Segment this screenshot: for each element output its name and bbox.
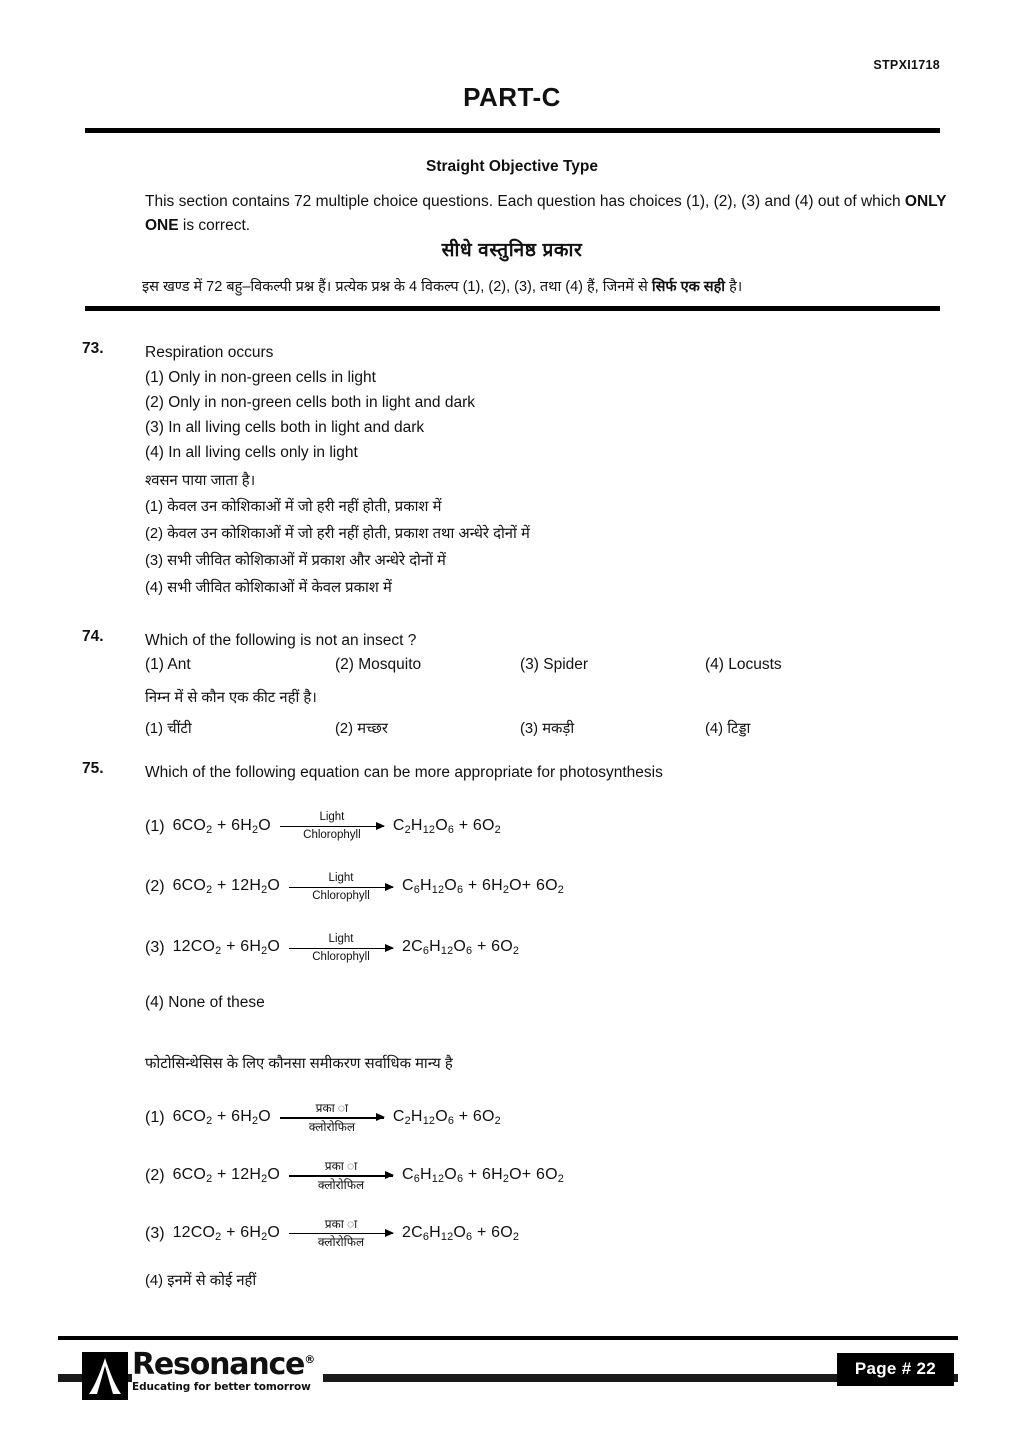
question-75-body bbox=[145, 760, 945, 1295]
equation-en-1-below: Chlorophyll bbox=[303, 829, 361, 842]
section-rule-top bbox=[85, 128, 940, 133]
equation-hi-3-above: प्रका ा bbox=[324, 1216, 358, 1231]
question-75-equation-hi-1[interactable] bbox=[145, 1102, 945, 1134]
arrow-shaft bbox=[280, 1117, 384, 1119]
question-75-equation-hi-3[interactable] bbox=[145, 1218, 945, 1250]
instructions-heading-en: Straight Objective Type bbox=[426, 158, 598, 175]
question-74-option-en-3[interactable]: (3) Spider bbox=[520, 656, 589, 674]
reaction-arrow-icon bbox=[280, 811, 384, 842]
instructions-en-part2: is correct. bbox=[178, 216, 251, 234]
arrow-shaft bbox=[289, 1175, 393, 1177]
question-73-option-hi-1[interactable]: (1) केवल उन कोशिकाओं में जो हरी नहीं होती, प्रकाश में bbox=[145, 499, 442, 516]
equation-en-2-above: Light bbox=[328, 871, 354, 884]
question-74-option-hi-1[interactable]: (1) चींटी bbox=[145, 721, 192, 738]
question-73-option-en-1[interactable]: (1) Only in non-green cells in light bbox=[145, 369, 376, 387]
equation-en-3-left: $12CO_2 + 6H_2O$ bbox=[172, 938, 281, 958]
question-73-stem-hi: श्वसन पाया जाता है। bbox=[145, 472, 256, 489]
equation-en-2-label: (2) bbox=[145, 878, 165, 896]
brand-text bbox=[132, 1347, 323, 1393]
instructions-en-emphasis: ONLY ONE bbox=[145, 193, 947, 234]
question-73-option-en-2[interactable]: (2) Only in non-green cells both in light and dark bbox=[145, 394, 475, 412]
equation-hi-1-below: क्लोरोफिल bbox=[308, 1119, 356, 1134]
equation-hi-1-label: (1) bbox=[145, 1108, 165, 1126]
question-73-stem-en: Respiration occurs bbox=[145, 344, 274, 361]
reaction-arrow-icon bbox=[289, 872, 393, 903]
question-73-option-hi-4[interactable]: (4) सभी जीवित कोशिकाओं में केवल प्रकाश में bbox=[145, 580, 392, 597]
registered-mark-icon: ® bbox=[304, 1353, 316, 1366]
instructions-en-part1: This section contains 72 multiple choice questions. Each question has choices (1), (2), (3) and (4) out of which bbox=[145, 193, 905, 210]
equation-hi-1-above: प्रका ा bbox=[315, 1100, 349, 1115]
instructions-heading-hi: सीधे वस्तुनिष्ठ प्रकार bbox=[441, 240, 583, 261]
question-74-stem-hi: निम्न में से कौन एक कीट नहीं है। bbox=[145, 690, 317, 707]
brand-tagline: Educating for better tomorrow bbox=[132, 1381, 311, 1393]
equation-en-1-right: $C_2H_{12}O_6 + 6O_2$ bbox=[392, 816, 501, 836]
equation-en-3-above: Light bbox=[328, 932, 354, 945]
arrow-shaft bbox=[289, 948, 393, 950]
arrow-shaft bbox=[289, 887, 393, 889]
reaction-arrow-icon bbox=[289, 1218, 393, 1250]
instructions-text-en bbox=[145, 190, 950, 237]
equation-hi-2-above: प्रका ा bbox=[324, 1158, 358, 1173]
page-title: PART-C bbox=[463, 82, 561, 112]
instructions-text-hi bbox=[142, 276, 962, 296]
footer-tick-left bbox=[58, 1374, 74, 1382]
arrow-shaft bbox=[289, 1233, 393, 1235]
instructions-hi-part1: इस खण्ड में 72 बहु–विकल्पी प्रश्न हैं। प्रत्येक प्रश्न के 4 विकल्प (1), (2), (3), तथा (4) हैं, जिनमें से bbox=[142, 279, 652, 295]
reaction-arrow-icon bbox=[289, 1160, 393, 1192]
question-74-stem-en: Which of the following is not an insect ? bbox=[145, 632, 417, 649]
question-74-option-hi-4[interactable]: (4) टिड्डा bbox=[705, 721, 751, 738]
question-75-number: 75. bbox=[82, 760, 104, 777]
question-75-equation-en-2[interactable] bbox=[145, 872, 945, 903]
equation-hi-1-right: $C_2H_{12}O_6 + 6O_2$ bbox=[392, 1107, 501, 1127]
question-75-option-hi-4[interactable]: (4) इनमें से कोई नहीं bbox=[145, 1272, 257, 1289]
equation-hi-3-below: क्लोरोफिल bbox=[317, 1235, 365, 1250]
reaction-arrow-icon bbox=[280, 1102, 384, 1134]
question-75-equation-en-3[interactable] bbox=[145, 933, 945, 964]
question-73-number: 73. bbox=[82, 340, 104, 357]
question-73-option-en-3[interactable]: (3) In all living cells both in light and dark bbox=[145, 419, 425, 437]
paper-code: STPXI1718 bbox=[873, 58, 940, 72]
footer-rule bbox=[58, 1336, 958, 1340]
question-75-equation-en-1[interactable] bbox=[145, 811, 945, 842]
question-74-option-hi-2[interactable]: (2) मच्छर bbox=[335, 721, 388, 738]
equation-hi-3-label: (3) bbox=[145, 1224, 165, 1242]
equation-en-2-right: $C_6H_{12}O_6 + 6H_2O+ 6O_2$ bbox=[402, 877, 564, 897]
question-73-option-hi-2[interactable]: (2) केवल उन कोशिकाओं में जो हरी नहीं होती, प्रकाश तथा अन्धेरे दोनों में bbox=[145, 526, 530, 543]
equation-en-1-label: (1) bbox=[145, 817, 165, 835]
question-75-option-en-4[interactable]: (4) None of these bbox=[145, 993, 265, 1011]
instructions-hi-emphasis: सिर्फ एक सही bbox=[651, 279, 726, 295]
equation-en-2-left: $6CO_2 + 12H_2O$ bbox=[172, 877, 281, 897]
brand-name: Resonance bbox=[132, 1347, 305, 1382]
question-75-stem-hi: फोटोसिन्थेसिस के लिए कौनसा समीकरण सर्वाधिक मान्य है bbox=[145, 1055, 453, 1072]
instructions-hi-part2: है। bbox=[725, 279, 743, 295]
lambda-glyph-icon bbox=[88, 1356, 122, 1396]
question-74-option-en-1[interactable]: (1) Ant bbox=[145, 656, 191, 674]
equation-en-3-below: Chlorophyll bbox=[312, 951, 370, 964]
equation-hi-3-right: $2C_6H_{12}O_6 + 6O_2$ bbox=[402, 1223, 520, 1243]
question-74-option-hi-3[interactable]: (3) मकड़ी bbox=[520, 721, 575, 738]
equation-hi-2-below: क्लोरोफिल bbox=[317, 1177, 365, 1192]
equation-en-3-label: (3) bbox=[145, 939, 165, 957]
brand-logo bbox=[82, 1348, 88, 1404]
question-73-option-en-4[interactable]: (4) In all living cells only in light bbox=[145, 444, 358, 462]
brand-name-row bbox=[132, 1347, 316, 1382]
question-75-stem-en: Which of the following equation can be more appropriate for photosynthesis bbox=[145, 764, 663, 781]
question-74-option-en-4[interactable]: (4) Locusts bbox=[705, 656, 782, 674]
question-74-options-en bbox=[145, 656, 945, 682]
question-75-equation-hi-2[interactable] bbox=[145, 1160, 945, 1192]
equation-en-1-left: $6CO_2 + 6H_2O$ bbox=[172, 816, 271, 836]
equation-en-1-above: Light bbox=[319, 811, 345, 824]
reaction-arrow-icon bbox=[289, 933, 393, 964]
equation-en-3-right: $2C_6H_{12}O_6 + 6O_2$ bbox=[402, 938, 520, 958]
arrow-shaft bbox=[280, 826, 384, 828]
equation-hi-2-left: $6CO_2 + 12H_2O$ bbox=[172, 1165, 281, 1185]
question-73-option-hi-3[interactable]: (3) सभी जीवित कोशिकाओं में प्रकाश और अन्धेरे दोनों में bbox=[145, 553, 446, 570]
equation-en-2-below: Chlorophyll bbox=[312, 890, 370, 903]
equation-hi-2-right: $C_6H_{12}O_6 + 6H_2O+ 6O_2$ bbox=[402, 1165, 564, 1185]
question-74-body bbox=[145, 628, 945, 744]
question-73-body bbox=[145, 340, 945, 602]
resonance-mark-icon bbox=[82, 1352, 128, 1400]
page-number-badge: Page # 22 bbox=[837, 1353, 954, 1386]
equation-hi-3-left: $12CO_2 + 6H_2O$ bbox=[172, 1223, 281, 1243]
question-74-number: 74. bbox=[82, 628, 104, 645]
equation-hi-2-label: (2) bbox=[145, 1166, 165, 1184]
equation-hi-1-left: $6CO_2 + 6H_2O$ bbox=[172, 1107, 271, 1127]
question-74-options-hi bbox=[145, 718, 945, 744]
section-rule-bottom bbox=[85, 306, 940, 311]
question-74-option-en-2[interactable]: (2) Mosquito bbox=[335, 656, 422, 674]
